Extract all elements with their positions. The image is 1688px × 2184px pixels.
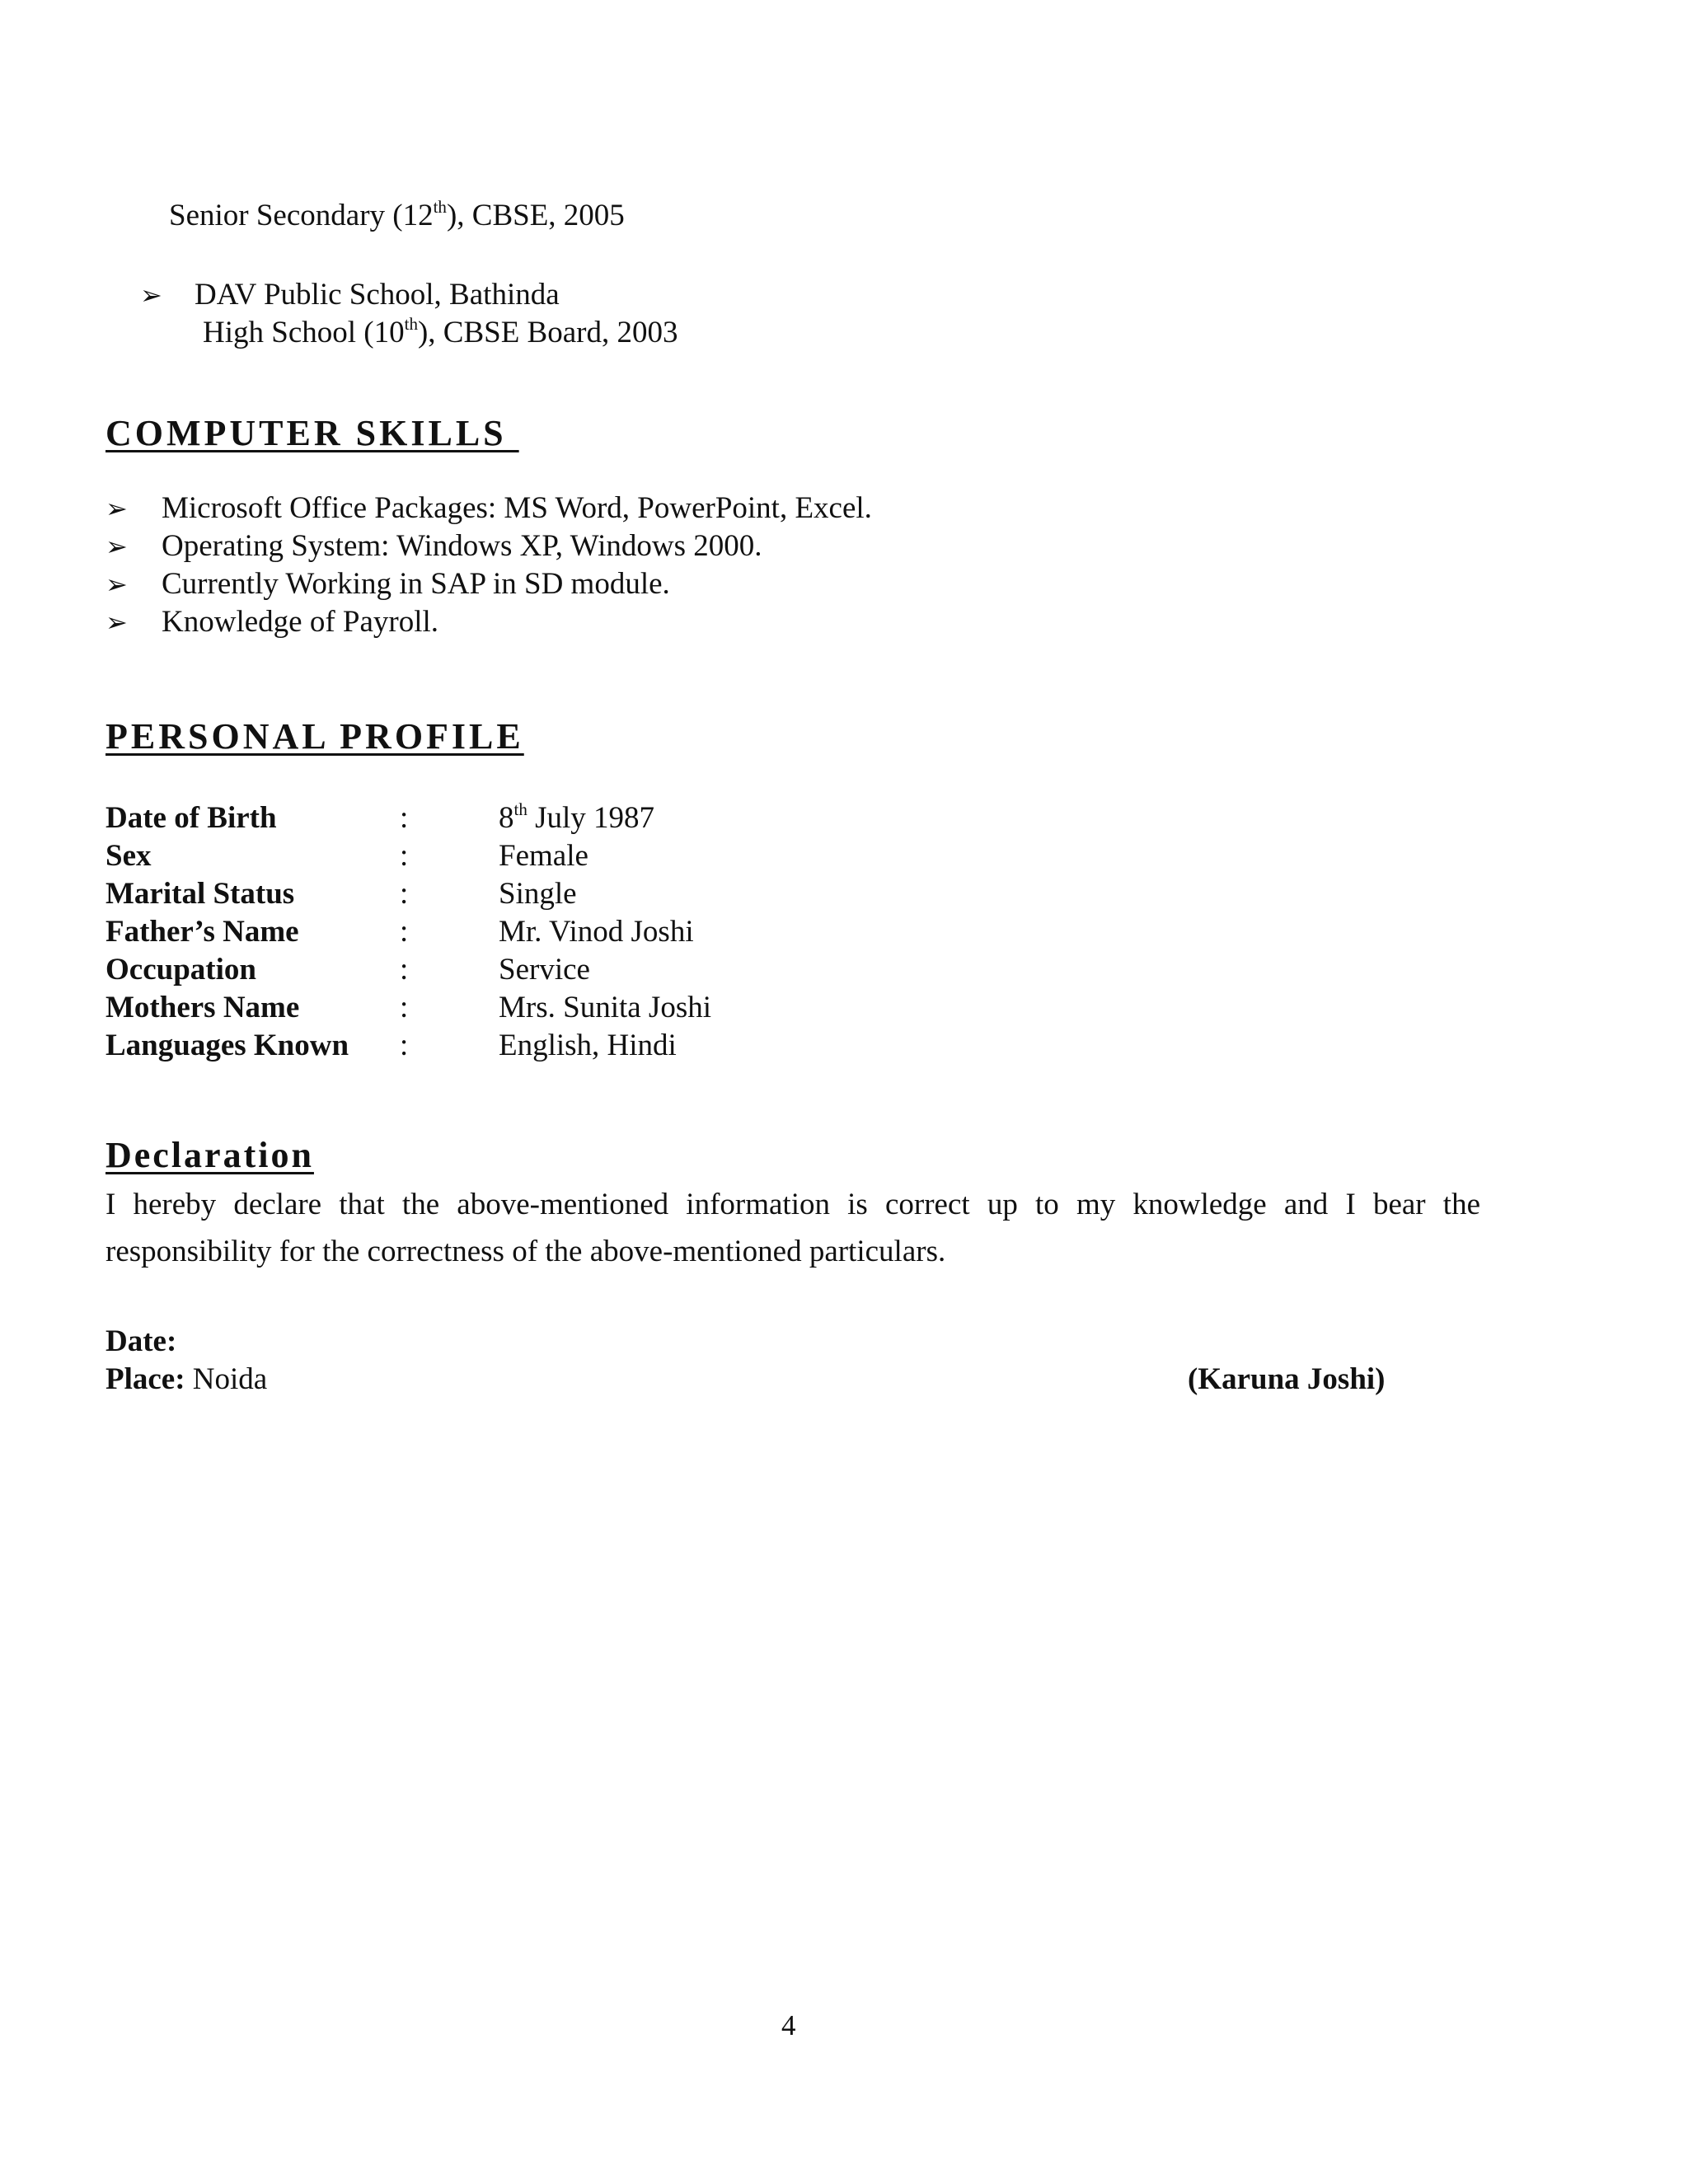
place-value: Noida xyxy=(185,1362,268,1396)
arrowhead-bullet-icon: ➢ xyxy=(106,531,128,562)
arrowhead-bullet-icon: ➢ xyxy=(106,569,128,600)
school-name: DAV Public School, Bathinda xyxy=(195,278,560,312)
profile-value: Single xyxy=(499,877,577,911)
profile-value: English, Hindi xyxy=(499,1029,677,1062)
profile-label: Date of Birth xyxy=(106,801,277,835)
skill-item: Operating System: Windows XP, Windows 2000. xyxy=(162,529,762,563)
profile-value: 8th July 1987 xyxy=(499,799,655,835)
profile-label: Marital Status xyxy=(106,877,295,911)
date-label: Date: xyxy=(106,1324,177,1358)
skill-item: Knowledge of Payroll. xyxy=(162,605,439,639)
profile-label: Sex xyxy=(106,839,152,873)
profile-value: Mr. Vinod Joshi xyxy=(499,915,694,949)
arrowhead-bullet-icon: ➢ xyxy=(106,607,128,638)
profile-separator: : xyxy=(400,953,409,987)
profile-label: Father’s Name xyxy=(106,915,299,949)
profile-value: Female xyxy=(499,839,588,873)
profile-separator: : xyxy=(400,915,409,949)
computer-skills-heading: COMPUTER SKILLS xyxy=(106,413,519,453)
skill-item: Currently Working in SAP in SD module. xyxy=(162,567,670,601)
high-school-line: High School (10th), CBSE Board, 2003 xyxy=(203,314,678,349)
senior-secondary-line: Senior Secondary (12th), CBSE, 2005 xyxy=(169,197,625,232)
place-label: Place: xyxy=(106,1362,185,1396)
arrowhead-bullet-icon: ➢ xyxy=(106,493,128,524)
arrowhead-bullet-icon: ➢ xyxy=(140,279,162,311)
place-line xyxy=(106,1361,267,1398)
profile-separator: : xyxy=(400,1029,409,1062)
profile-separator: : xyxy=(400,991,409,1024)
personal-profile-heading: PERSONAL PROFILE xyxy=(106,716,524,757)
profile-label: Languages Known xyxy=(106,1029,349,1062)
profile-value: Mrs. Sunita Joshi xyxy=(499,991,712,1024)
skill-item: Microsoft Office Packages: MS Word, PowerPoint, Excel. xyxy=(162,491,872,525)
profile-separator: : xyxy=(400,839,409,873)
profile-label: Mothers Name xyxy=(106,991,300,1024)
profile-separator: : xyxy=(400,877,409,911)
signature-name: (Karuna Joshi) xyxy=(1188,1362,1386,1396)
declaration-heading: Declaration xyxy=(106,1135,314,1175)
page-number: 4 xyxy=(781,2009,796,2041)
profile-value: Service xyxy=(499,953,590,987)
declaration-text: I hereby declare that the above-mentioned information is correct up to my knowledge and I bear the responsibility for the correctness of the above-mentioned particulars. xyxy=(106,1188,1480,1268)
profile-label: Occupation xyxy=(106,953,256,987)
profile-separator: : xyxy=(400,801,409,835)
